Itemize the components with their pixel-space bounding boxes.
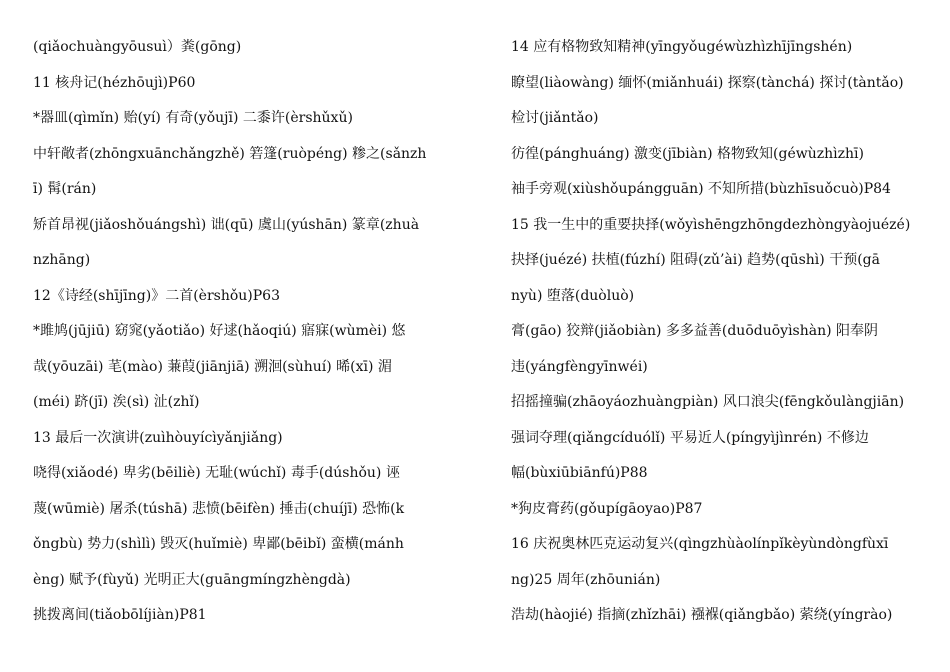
text-line: nyù) 堕落(duòluò): [511, 287, 635, 304]
text-line: 蔑(wūmiè) 屠杀(túshā) 悲愤(bēifèn) 捶击(chuíjī) 恐怖(k: [33, 500, 405, 517]
text-line: èng) 赋予(fùyǔ) 光明正大(guāngmíngzhèngdà): [33, 571, 351, 588]
section-heading: 14 应有格物致知精神(yīngyǒugéwùzhìzhījīngshén): [511, 39, 853, 55]
text-line: 抉择(juézé) 扶植(fúzhí) 阻碍(zǔ’ài) 趋势(qūshì) 干预(gā: [511, 252, 880, 268]
text-line: 中轩敞者(zhōngxuānchǎngzhě) 箬篷(ruòpéng) 糁之(sǎnzh: [33, 145, 427, 162]
text-line: 检讨(jiǎntǎo): [511, 110, 599, 126]
right-column: [511, 30, 921, 634]
text-line: ǒngbù) 势力(shìlì) 毁灭(huǐmiè) 卑鄙(bēibǐ) 蛮横(mánh: [33, 536, 404, 552]
section-heading: 11 核舟记(hézhōujì)P60: [33, 74, 196, 91]
text-line: 强词夺理(qiǎngcíduólǐ) 平易近人(píngyìjìnrén) 不修边: [511, 429, 869, 446]
section-heading: 15 我一生中的重要抉择(wǒyìshēngzhōngdezhòngyàojuézé): [511, 216, 911, 233]
section-heading: 12《诗经(shījīng)》二首(èrshǒu)P63: [33, 287, 280, 304]
text-line: 哉(yōuzāi) 芼(mào) 蒹葭(jiānjiā) 溯洄(sùhuí) 晞(xī) 湄: [33, 358, 392, 375]
text-line: *雎鸠(jūjiū) 窈窕(yǎotiǎo) 好逑(hǎoqiú) 寤寐(wùmèi) 悠: [33, 323, 406, 339]
left-column: [33, 30, 443, 634]
section-heading: 16 庆祝奥林匹克运动复兴(qìngzhùàolínpǐkèyùndòngfùxī: [511, 536, 889, 552]
text-line: (méi) 跻(jī) 涘(sì) 沚(zhǐ): [33, 394, 200, 410]
text-line: ng)25 周年(zhōunián): [511, 571, 661, 588]
text-line: nzhāng): [33, 252, 91, 268]
text-line: 挑拨离间(tiǎobōlíjiàn)P81: [33, 607, 207, 623]
text-line: 哓得(xiǎodé) 卑劣(bēiliè) 无耻(wúchǐ) 毒手(dúshǒu) 诬: [33, 465, 400, 481]
text-line: 膏(gāo) 狡辩(jiǎobiàn) 多多益善(duōduōyìshàn) 阳奉阴: [511, 323, 879, 339]
text-line: *狗皮膏药(gǒupígāoyao)P87: [511, 500, 703, 517]
text-line: *器皿(qìmǐn) 贻(yí) 有奇(yǒujī) 二黍许(èrshǔxǔ): [33, 110, 353, 126]
text-line: 浩劫(hàojié) 指摘(zhǐzhāi) 襁褓(qiǎngbǎo) 萦绕(yíngrào): [511, 607, 893, 623]
text-line: 袖手旁观(xiùshǒupángguān) 不知所措(bùzhīsuǒcuò)P84: [511, 181, 891, 197]
text-line: ī) 髯(rán): [33, 181, 97, 197]
text-line: 招摇撞骗(zhāoyáozhuàngpiàn) 风口浪尖(fēngkǒulàngjiān): [511, 394, 905, 410]
text-line: 瞭望(liàowàng) 缅怀(miǎnhuái) 探察(tànchá) 探讨(tàntǎo): [511, 74, 904, 91]
text-line: (qiǎochuàngyōusuì）粪(gōng): [33, 39, 242, 55]
section-heading: 13 最后一次演讲(zuìhòuyícìyǎnjiǎng): [33, 429, 283, 446]
text-line: 矫首昂视(jiǎoshǒuángshì) 诎(qū) 虞山(yúshān) 篆章(zhuà: [33, 216, 420, 233]
text-line: 幅(bùxiūbiānfú)P88: [511, 465, 648, 481]
text-line: 违(yángfèngyīnwéi): [511, 358, 648, 375]
text-line: 彷徨(pánghuáng) 激变(jībiàn) 格物致知(géwùzhìzhī): [511, 145, 864, 162]
